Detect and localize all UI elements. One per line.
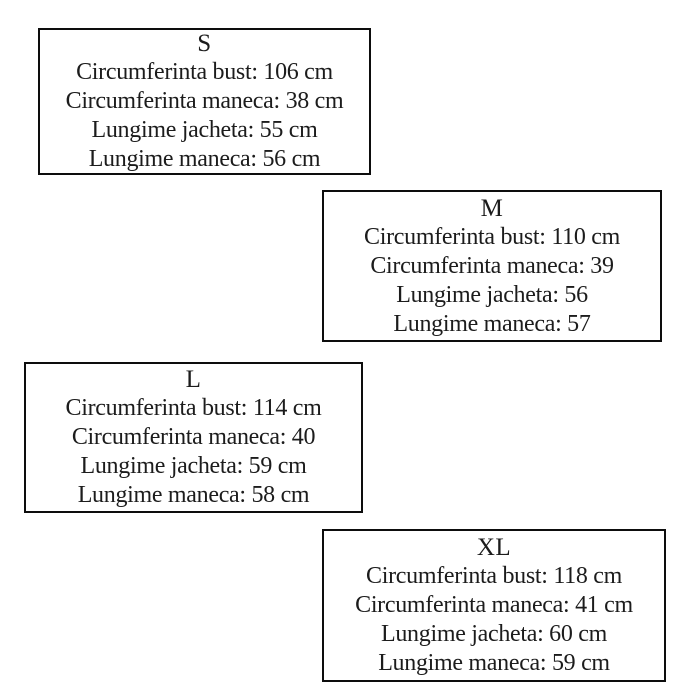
size-card-m-jacket-length: Lungime jacheta: 56 bbox=[396, 281, 588, 308]
size-card-xl-sleeve-circumference: Circumferinta maneca: 41 cm bbox=[355, 592, 633, 618]
size-card-m-bust-circumference: Circumferinta bust: 110 cm bbox=[364, 223, 620, 250]
size-card-xl-jacket-length: Lungime jacheta: 60 cm bbox=[381, 621, 607, 647]
size-card-l-sleeve-length: Lungime maneca: 58 cm bbox=[77, 482, 310, 508]
size-card-s-bust-circumference: Circumferinta bust: 106 cm bbox=[76, 59, 333, 85]
size-card-s-sleeve-length: Lungime maneca: 56 cm bbox=[88, 146, 321, 172]
size-card-xl-bust-circumference: Circumferinta bust: 118 cm bbox=[366, 563, 622, 589]
size-card-s bbox=[38, 28, 371, 175]
size-card-xl bbox=[322, 529, 666, 682]
size-card-m-sleeve-length: Lungime maneca: 57 bbox=[393, 310, 591, 337]
size-card-xl-title: XL bbox=[476, 534, 512, 561]
size-card-l-bust-circumference: Circumferinta bust: 114 cm bbox=[65, 395, 322, 421]
size-card-m-sleeve-circumference: Circumferinta maneca: 39 bbox=[370, 252, 614, 279]
size-card-s-title: S bbox=[197, 30, 212, 57]
size-card-l bbox=[24, 362, 363, 513]
size-card-l-title: L bbox=[185, 366, 202, 393]
size-card-l-jacket-length: Lungime jacheta: 59 cm bbox=[80, 453, 307, 479]
size-card-m bbox=[322, 190, 662, 342]
size-card-l-sleeve-circumference: Circumferinta maneca: 40 bbox=[71, 424, 316, 450]
size-card-xl-sleeve-length: Lungime maneca: 59 cm bbox=[378, 650, 610, 676]
size-card-s-sleeve-circumference: Circumferinta maneca: 38 cm bbox=[65, 88, 344, 114]
size-card-m-title: M bbox=[480, 194, 504, 222]
size-card-s-jacket-length: Lungime jacheta: 55 cm bbox=[91, 117, 318, 143]
